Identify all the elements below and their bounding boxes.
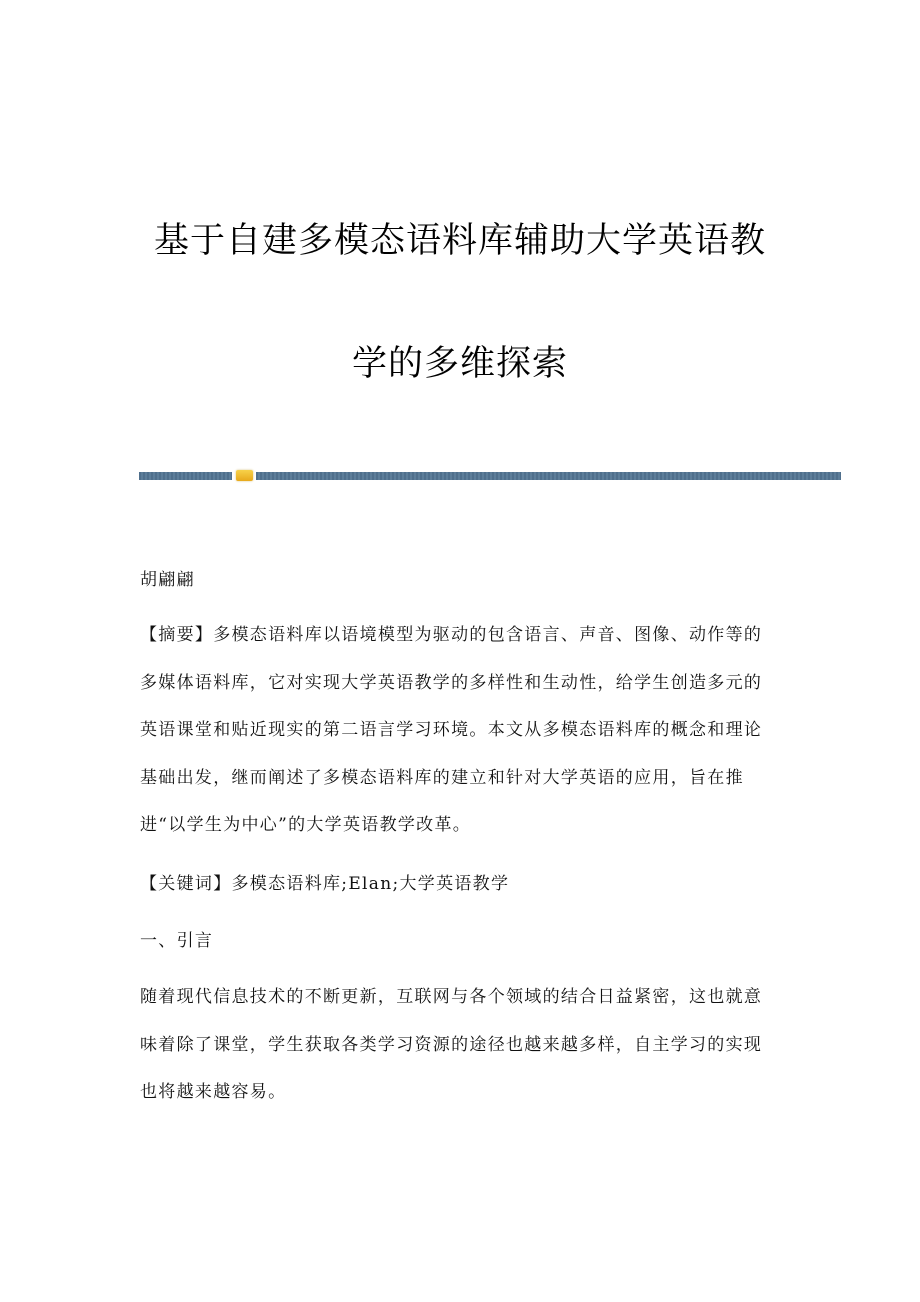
divider-ornament-icon bbox=[236, 470, 253, 481]
intro-paragraph: 随着现代信息技术的不断更新，互联网与各个领域的结合日益紧密，这也就意味着除了课堂，学生获取各类学习资源的途径也越来越多样，自主学习的实现也将越来越容易。 bbox=[140, 987, 763, 1102]
author-name: 胡翩翩 bbox=[140, 570, 195, 590]
document-title-line-2: 学的多维探索 bbox=[351, 344, 568, 385]
section-heading-introduction: 一、引言 bbox=[140, 931, 214, 951]
keywords-line: 【关键词】多模态语料库;Elan;大学英语教学 bbox=[140, 874, 510, 894]
document-title-line-1: 基于自建多模态语料库辅助大学英语教 bbox=[153, 221, 766, 262]
title-divider-right bbox=[256, 472, 841, 480]
abstract-paragraph: 【摘要】多模态语料库以语境模型为驱动的包含语言、声音、图像、动作等的多媒体语料库，它对实现大学英语教学的多样性和生动性，给学生创造多元的英语课堂和贴近现实的第二语言学习环境。本文从多模态语料库的概念和理论基础出发，继而阐述了多模态语料库的建立和针对大学英语的应用，旨在推进“以学生为中心”的大学英语教学改革。 bbox=[140, 625, 763, 835]
title-divider-left bbox=[139, 472, 232, 480]
